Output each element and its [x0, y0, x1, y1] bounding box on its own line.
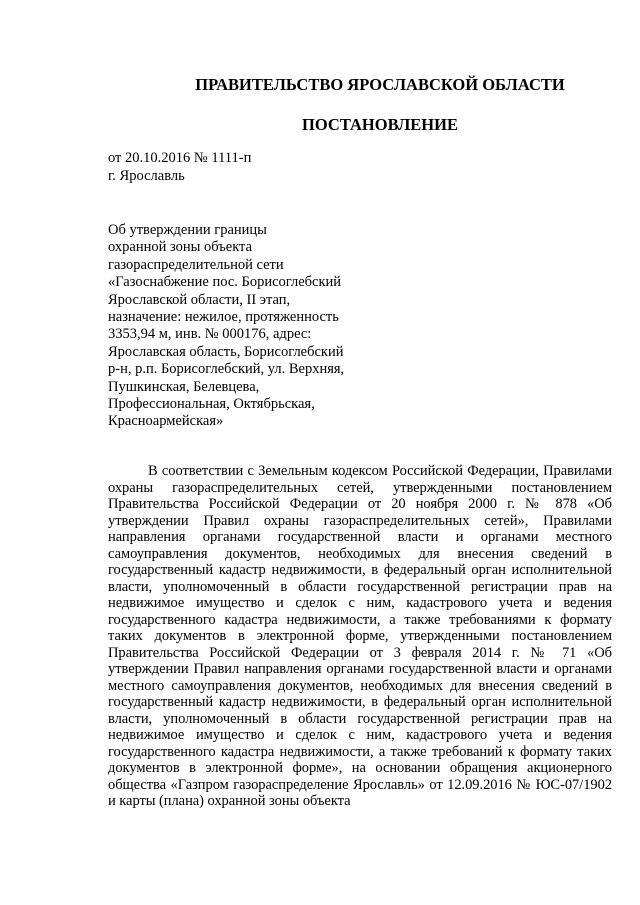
- government-title: ПРАВИТЕЛЬСТВО ЯРОСЛАВСКОЙ ОБЛАСТИ: [195, 75, 565, 94]
- body-paragraph: В соответствии с Земельным кодексом Российской Федерации, Правилами охраны газораспределительных сетей, утвержденными постановлением Правительства Российской Федерации от 20 ноября 2000 г. № 878 «Об утверждении Правил охраны газораспределительных сетей», Правилами направления органами государственной власти и органами местного самоуправления документов, необходимых для внесения сведений в государственный кадастр недвижимости, в федеральный орган исполнительной власти, уполномоченный в области государственной регистрации прав на недвижимое имущество и сделок с ним, кадастрового учета и ведения государственного кадастра недвижимости, а также требованиями к формату таких документов в электронной форме, утвержденными постановлением Правительства Российской Федерации от 3 февраля 2014 г. № 71 «Об утверждении Правил направления органами государственной власти и органами местного самоуправления документов, необходимых для внесения сведений в государственный кадастр недвижимости, в федеральный орган исполнительной власти, уполномоченный в области государственной регистрации прав на недвижимое имущество и сделок с ним, кадастрового учета и ведения государственного кадастра недвижимости, а также требований к формату таких документов в электронной форме», на основании обращения акционерного общества «Газпром газораспределение Ярославль» от 12.09.2016 № ЮС-07/1902 и карты (плана) охранной зоны объекта: [108, 463, 612, 809]
- document-subject: [108, 222, 344, 431]
- date-number: от 20.10.2016 № 1111-п: [108, 150, 252, 166]
- subject-line: охранной зоны объекта: [108, 239, 253, 256]
- subject-line: Ярославская область, Борисоглебский: [108, 343, 344, 360]
- subject-line: Ярославской области, II этап,: [108, 291, 291, 308]
- city: г. Ярославль: [108, 167, 185, 184]
- subject-line: Красноармейская»: [108, 413, 224, 430]
- document-type-title: ПОСТАНОВЛЕНИЕ: [302, 115, 458, 134]
- subject-line: назначение: нежилое, протяженность: [108, 309, 339, 326]
- subject-line: Пушкинская, Белевцева,: [108, 378, 260, 395]
- document-meta: [108, 150, 251, 185]
- subject-line: газораспределительной сети: [108, 256, 284, 273]
- subject-line: 3353,94 м, инв. № 000176, адрес:: [108, 326, 312, 343]
- subject-line: Об утверждении границы: [108, 222, 267, 238]
- subject-line: «Газоснабжение пос. Борисоглебский: [108, 274, 342, 291]
- subject-line: р-н, р.п. Борисоглебский, ул. Верхняя,: [108, 361, 345, 378]
- subject-line: Профессиональная, Октябрьская,: [108, 396, 315, 413]
